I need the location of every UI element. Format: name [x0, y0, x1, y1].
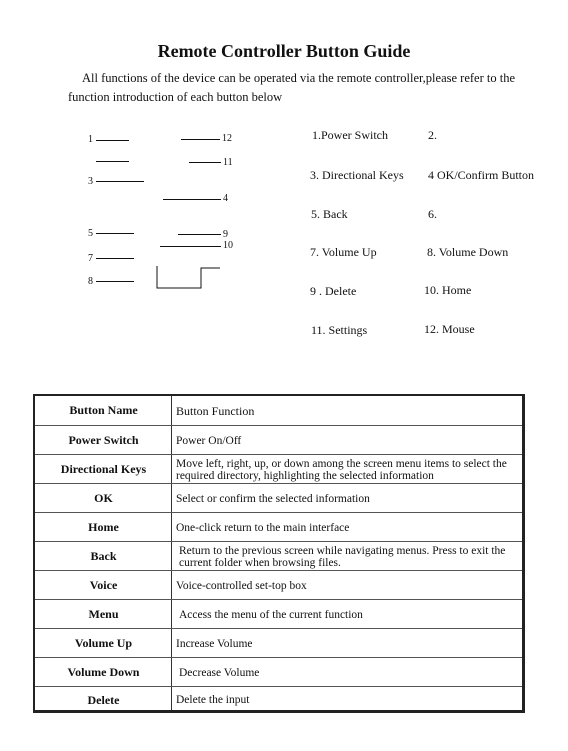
header-button-function: Button Function: [176, 403, 255, 418]
callout-number: 8: [88, 276, 93, 287]
legend-item: 10. Home: [424, 283, 472, 297]
button-function-cell: Delete the input: [176, 694, 250, 706]
button-name-cell: Volume Up: [74, 636, 133, 650]
callout-line: [163, 199, 221, 200]
page-title: Remote Controller Button Guide: [157, 41, 411, 61]
table-row: [35, 599, 522, 629]
button-name-cell: Menu: [88, 607, 119, 621]
bracket-connector: [150, 262, 225, 294]
callout-number: 10: [223, 240, 233, 251]
legend-item: 12. Mouse: [424, 322, 475, 336]
callout-line: [96, 258, 134, 259]
button-function-cell: Increase Volume: [176, 637, 253, 650]
table-row: [35, 570, 522, 600]
table-row: [35, 512, 522, 542]
legend-item: 2.: [428, 128, 437, 142]
callout-line: [96, 161, 129, 162]
button-function-cell: Move left, right, up, or down among the screen menu items to select the required directory, highlighting the selected information: [176, 457, 507, 482]
button-function-cell: Select or confirm the selected information: [176, 492, 370, 505]
table-row: [35, 686, 522, 713]
legend-item: 7. Volume Up: [310, 245, 377, 259]
table-row: [35, 483, 522, 513]
callout-number: 1: [88, 134, 93, 145]
legend-item: 8. Volume Down: [427, 245, 509, 259]
legend-item: 11. Settings: [311, 323, 368, 337]
legend-item: 5. Back: [311, 207, 348, 221]
button-name-cell: OK: [94, 491, 113, 505]
button-name-cell: Voice: [89, 578, 118, 592]
callout-number: 3: [88, 176, 93, 187]
button-name-cell: Volume Down: [67, 665, 140, 679]
legend-item: 6.: [428, 207, 437, 221]
callout-number: 9: [223, 229, 228, 240]
legend-item: 9 . Delete: [310, 284, 357, 298]
table-row: [35, 454, 522, 484]
intro-line-2: function introduction of each button below: [68, 90, 283, 104]
button-function-cell: Return to the previous screen while navigating menus. Press to exit the current folder when browsing files.: [179, 544, 506, 569]
callout-line: [189, 162, 221, 163]
button-function-cell: One-click return to the main interface: [176, 521, 350, 534]
button-function-cell: Decrease Volume: [179, 666, 260, 679]
table-row: [35, 657, 522, 687]
callout-number: 4: [223, 193, 228, 204]
legend-item: 1.Power Switch: [312, 128, 388, 142]
button-name-cell: Delete: [87, 692, 120, 707]
callout-line: [96, 281, 134, 282]
callout-number: 11: [223, 157, 233, 168]
intro-line-1: All functions of the device can be operated via the remote controller,please refer to the: [82, 71, 515, 85]
button-name-cell: Power Switch: [68, 433, 139, 447]
legend-item: 4 OK/Confirm Button: [428, 168, 535, 182]
callout-line: [160, 246, 221, 247]
header-button-name: Button Name: [69, 403, 138, 417]
callout-line: [181, 139, 220, 140]
intro-paragraph: [68, 69, 538, 107]
table-header-row: [35, 396, 522, 425]
table-row: [35, 628, 522, 658]
button-function-cell: Access the menu of the current function: [179, 608, 363, 621]
table-row: [35, 541, 522, 571]
callout-line: [178, 234, 221, 235]
button-function-cell: Power On/Off: [176, 434, 242, 447]
callout-line: [96, 140, 129, 141]
callout-line: [96, 233, 134, 234]
callout-number: 12: [222, 133, 232, 144]
callout-number: 5: [88, 228, 93, 239]
button-name-cell: Home: [88, 520, 119, 534]
button-name-cell: Directional Keys: [60, 462, 147, 476]
callout-number: 7: [88, 253, 93, 264]
button-function-cell: Voice-controlled set-top box: [176, 579, 307, 592]
button-function-table: [33, 394, 525, 713]
button-name-cell: Back: [90, 549, 117, 563]
legend-item: 3. Directional Keys: [310, 168, 404, 182]
table-row: [35, 425, 522, 455]
callout-line: [96, 181, 144, 182]
